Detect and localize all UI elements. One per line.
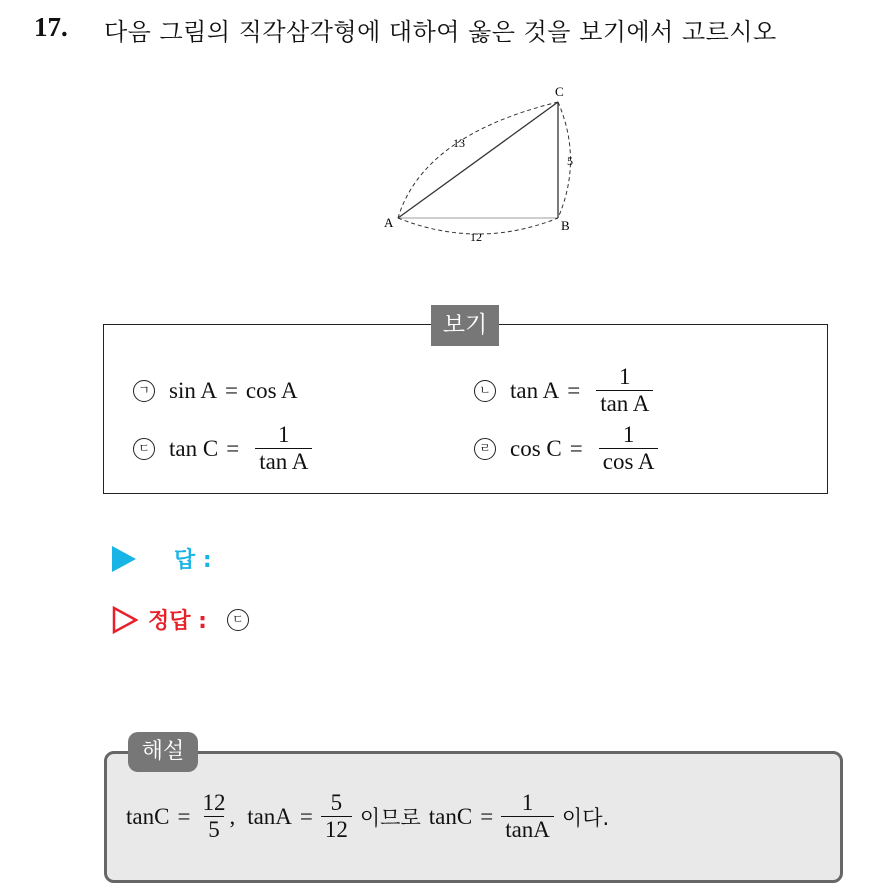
fraction-denominator: 12 xyxy=(321,816,352,843)
item-fraction xyxy=(255,422,312,475)
expr-end-text: 이다. xyxy=(561,805,610,830)
expr-lhs: tanC xyxy=(126,803,170,829)
bogi-tag: 보기 xyxy=(431,305,499,346)
side-ac-label: 13 xyxy=(453,136,465,150)
vertex-b-label: B xyxy=(561,218,570,233)
item-fraction xyxy=(599,422,659,475)
expr-connector-text: 이므로 xyxy=(359,805,421,830)
expr-fraction xyxy=(501,790,554,843)
item-lhs: cos C xyxy=(510,435,562,461)
bogi-item-2 xyxy=(474,364,653,417)
side-bc-label: 5 xyxy=(567,154,573,168)
expr-equals: = xyxy=(299,803,313,829)
fraction-denominator: tan A xyxy=(596,390,653,417)
fraction-denominator: cos A xyxy=(599,448,659,475)
item-equals: = xyxy=(226,435,240,461)
item-equals: = xyxy=(567,377,581,403)
answer-label: 답 : xyxy=(174,548,212,573)
question-text: 다음 그림의 직각삼각형에 대하여 옳은 것을 보기에서 고르시오 xyxy=(104,18,777,46)
side-ac-line xyxy=(398,102,558,218)
side-ab-label: 12 xyxy=(470,230,482,244)
expr-separator: , xyxy=(229,803,236,829)
play-filled-icon xyxy=(112,546,136,572)
fraction-denominator: tanA xyxy=(501,816,554,843)
answer-row xyxy=(112,543,212,574)
correct-answer-value: ㄷ xyxy=(227,609,249,631)
item-lhs: sin A xyxy=(169,378,217,403)
vertex-c-label: C xyxy=(555,84,564,99)
explanation-text xyxy=(126,790,617,843)
correct-answer-row xyxy=(112,604,249,635)
fraction-numerator: 1 xyxy=(521,790,534,815)
expr-equals: = xyxy=(177,803,191,829)
marker-circle: ㄷ xyxy=(133,438,155,460)
bogi-item-3 xyxy=(133,422,312,475)
question-number: 17. xyxy=(34,12,68,42)
expr-equals: = xyxy=(480,803,494,829)
expr-fraction xyxy=(198,790,229,843)
fraction-numerator: 1 xyxy=(278,422,290,447)
item-lhs: tan A xyxy=(510,377,560,403)
correct-answer-label: 정답 : xyxy=(148,609,207,634)
fraction-numerator: 1 xyxy=(619,364,631,389)
expr-lhs: tanA xyxy=(247,803,292,829)
play-outline-icon xyxy=(112,606,138,634)
fraction-denominator: 5 xyxy=(204,816,224,843)
item-equals: = xyxy=(569,435,583,461)
fraction-numerator: 12 xyxy=(202,790,226,815)
item-equals: = xyxy=(224,378,238,403)
expr-fraction xyxy=(321,790,352,843)
marker-circle: ㄹ xyxy=(474,438,496,460)
vertex-a-label: A xyxy=(384,215,394,230)
item-lhs: tan C xyxy=(169,435,219,461)
triangle-figure xyxy=(378,80,578,250)
marker-circle: ㄱ xyxy=(133,380,155,402)
fraction-denominator: tan A xyxy=(255,448,312,475)
fraction-numerator: 5 xyxy=(330,790,343,815)
item-fraction xyxy=(596,364,653,417)
fraction-numerator: 1 xyxy=(622,422,635,447)
explanation-tag: 해설 xyxy=(128,732,198,772)
bogi-item-4 xyxy=(474,422,658,475)
bogi-item-1 xyxy=(133,378,298,404)
expr-lhs: tanC xyxy=(428,803,473,829)
marker-circle: ㄴ xyxy=(474,380,496,402)
item-rhs: cos A xyxy=(245,378,298,403)
